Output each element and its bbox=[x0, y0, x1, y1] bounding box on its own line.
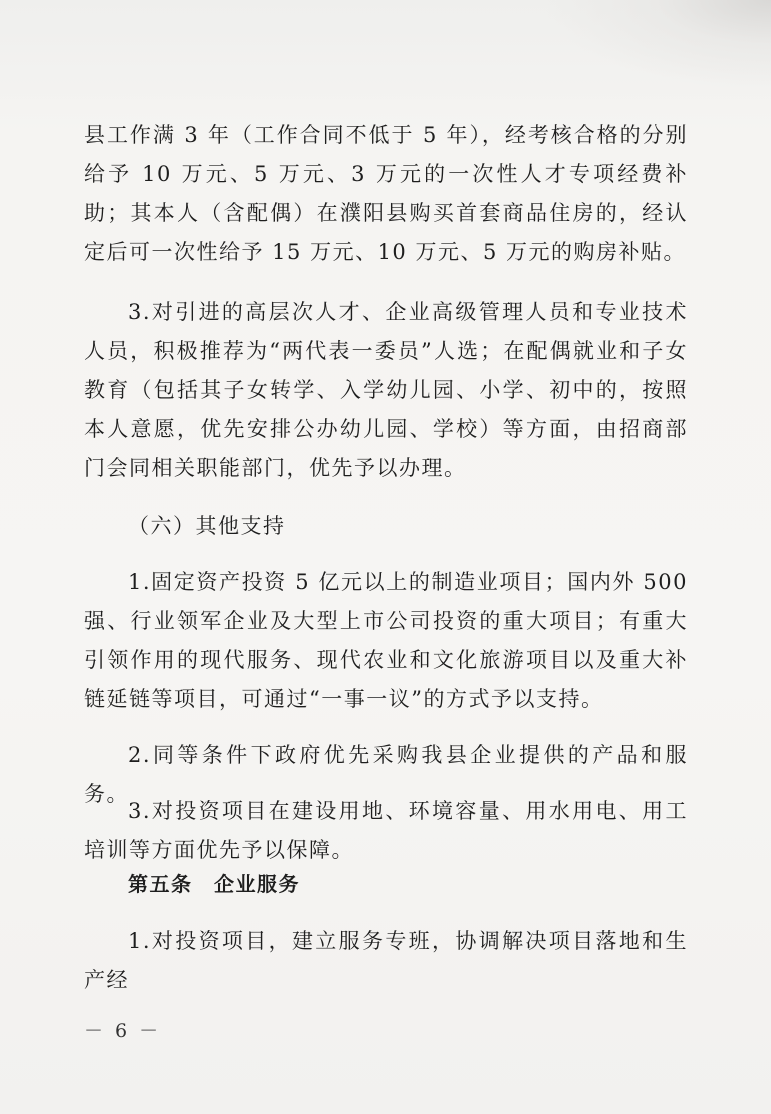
paragraph-major-projects: 1.固定资产投资 5 亿元以上的制造业项目；国内外 500 强、行业领军企业及大型上市公司投资的重大项目；有重大引领作用的现代服务、现代农业和文化旅游项目以及重大补链延链等项目，可通过“一事一议”的方式予以支持。 bbox=[84, 570, 688, 711]
paragraph-intro: 县工作满 3 年（工作合同不低于 5 年），经考核合格的分别给予 10 万元、5 万元、3 万元的一次性人才专项经费补助；其本人（含配偶）在濮阳县购买首套商品住房的，经认定后可一次性给予 15 万元、10 万元、5 万元的购房补贴。 bbox=[84, 123, 688, 264]
paragraph-service-team: 1.对投资项目，建立服务专班，协调解决项目落地和生产经 bbox=[84, 929, 688, 992]
paragraph-talent-block bbox=[84, 293, 688, 488]
section-six-block bbox=[84, 507, 688, 546]
paragraph-6-3-block bbox=[84, 792, 688, 870]
paragraph-government-procurement: 2.同等条件下政府优先采购我县企业提供的产品和服务。 bbox=[84, 743, 688, 806]
section-heading-other-support: （六）其他支持 bbox=[128, 514, 286, 538]
article-five-block bbox=[84, 865, 688, 904]
paragraph-talent-support: 3.对引进的高层次人才、企业高级管理人员和专业技术人员，积极推荐为“两代表一委员”人选；在配偶就业和子女教育（包括其子女转学、入学幼儿园、小学、初中的，按照本人意愿，优先安排公办幼儿园、学校）等方面，由招商部门会同相关职能部门，优先予以办理。 bbox=[84, 300, 688, 480]
article-heading-enterprise-service: 第五条 企业服务 bbox=[128, 872, 300, 896]
paragraph-intro-block bbox=[84, 116, 688, 272]
paragraph-5-1-block bbox=[84, 922, 688, 1000]
scan-shadow bbox=[541, 0, 771, 90]
page-number: － 6 － bbox=[84, 1020, 162, 1042]
paragraph-6-1-block bbox=[84, 563, 688, 719]
paragraph-project-guarantee: 3.对投资项目在建设用地、环境容量、用水用电、用工培训等方面优先予以保障。 bbox=[84, 799, 688, 862]
